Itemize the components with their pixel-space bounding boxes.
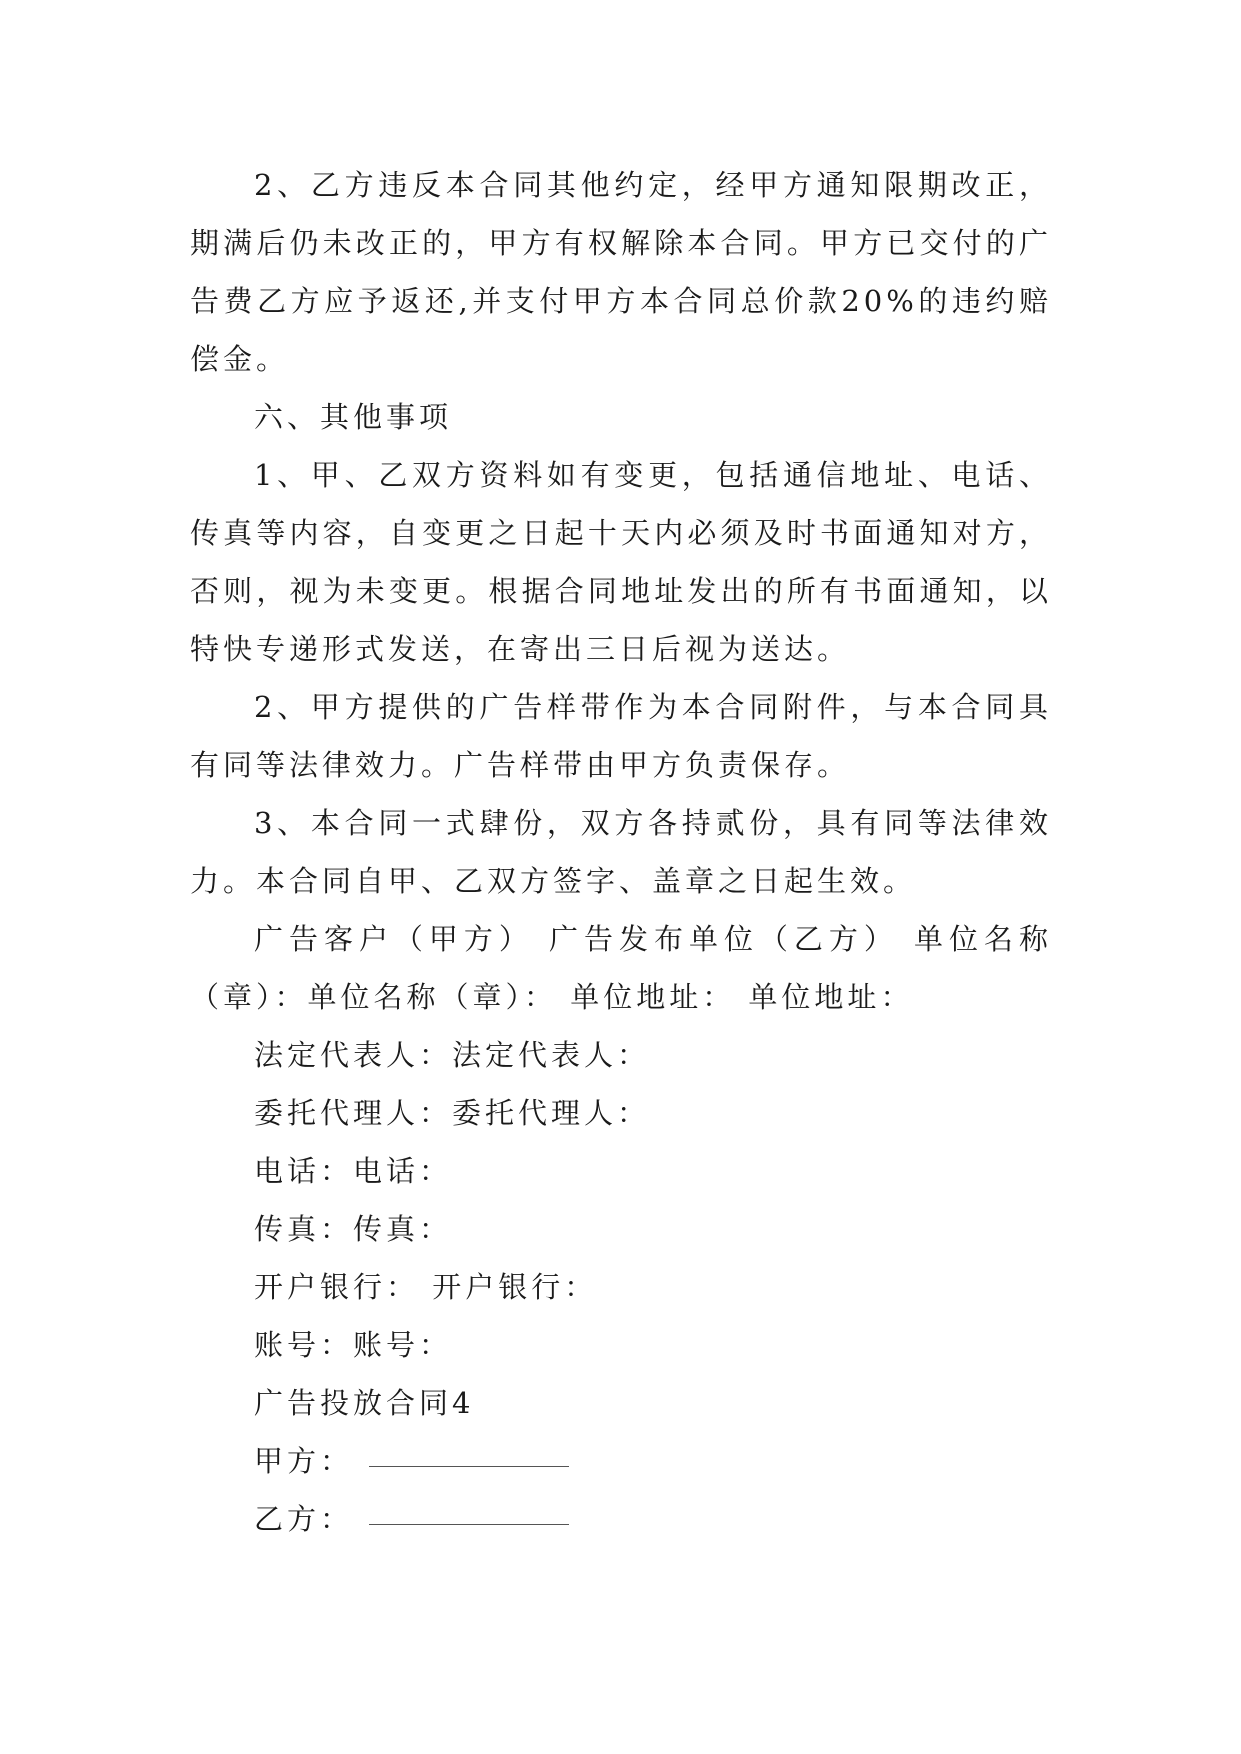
contract-title: 广告投放合同4: [254, 1386, 475, 1420]
clause-ad-sample: 2、甲方提供的广告样带作为本合同附件，与本合同具有同等法律效力。广告样带由甲方负责保存。: [190, 690, 1052, 782]
fax-line: 传真：传真：: [254, 1212, 453, 1246]
party-b-blank: [369, 1524, 569, 1525]
phone-line: 电话：电话：: [254, 1154, 453, 1188]
clause-breach-termination: 2、乙方违反本合同其他约定，经甲方通知限期改正，期满后仍未改正的，甲方有权解除本合同。甲方已交付的广告费乙方应予返还,并支付甲方本合同总价款20%的违约赔偿金。: [190, 168, 1052, 376]
party-b-label: 乙方：: [254, 1502, 354, 1536]
party-a-label: 甲方：: [254, 1444, 354, 1478]
legal-rep-line: 法定代表人：法定代表人：: [254, 1038, 651, 1072]
document-body: [190, 156, 1052, 1548]
party-a-signature-row: [190, 1432, 1052, 1490]
clause-copies-effect: 3、本合同一式肆份，双方各持贰份，具有同等法律效力。本合同自甲、乙双方签字、盖章之日起生效。: [190, 806, 1052, 898]
party-header: 广告客户（甲方） 广告发布单位（乙方） 单位名称（章）：单位名称（章）： 单位地址： 单位地址：: [190, 922, 1052, 1014]
party-b-signature-row: [190, 1490, 1052, 1548]
section-heading-other-matters: 六、其他事项: [254, 400, 453, 434]
party-a-blank: [369, 1466, 569, 1467]
agent-line: 委托代理人：委托代理人：: [254, 1096, 651, 1130]
clause-info-change: 1、甲、乙双方资料如有变更，包括通信地址、电话、传真等内容，自变更之日起十天内必须及时书面通知对方，否则，视为未变更。根据合同地址发出的所有书面通知，以特快专递形式发送，在寄出三日后视为送达。: [190, 458, 1052, 666]
bank-line: 开户银行： 开户银行：: [254, 1270, 598, 1304]
account-line: 账号：账号：: [254, 1328, 453, 1362]
